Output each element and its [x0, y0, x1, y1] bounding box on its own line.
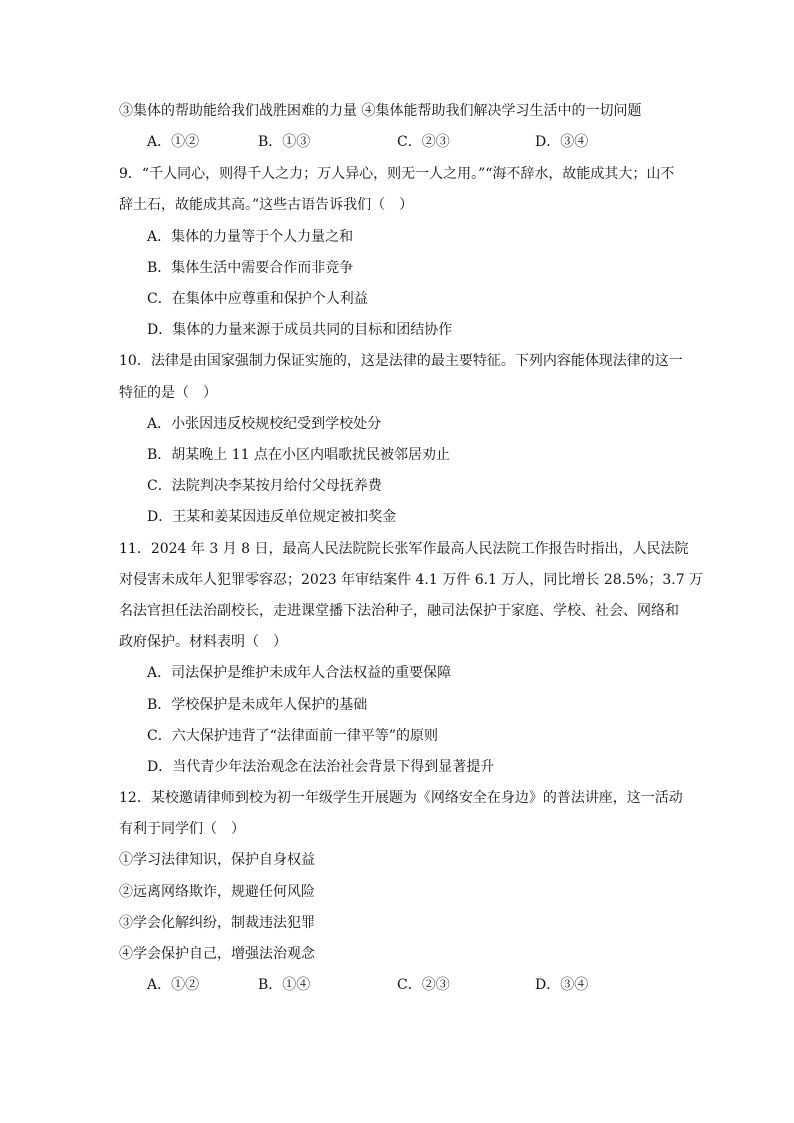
q11-option-b: B．学校保护是未成年人保护的基础	[147, 697, 368, 713]
q9-option-b: B．集体生活中需要合作而非竞争	[147, 260, 354, 276]
q9-stem-line1: 9．“千人同心，则得千人之力；万人异心，则无一人之用。”“海不辞水，故能成其大；山不	[119, 166, 675, 182]
q11-option-d: D．当代青少年法治观念在法治社会背景下得到显著提升	[147, 759, 495, 775]
q11-option-c: C．六大保护违背了“法律面前一律平等”的原则	[147, 728, 439, 744]
q12-statement-2: ②远离网络欺诈，规避任何风险	[119, 884, 315, 900]
q12-statement-3: ③学会化解纠纷，制裁违法犯罪	[119, 915, 315, 931]
q11-stem-line3: 名法官担任法治副校长，走进课堂播下法治种子，融司法保护于家庭、学校、社会、网络和	[119, 603, 679, 619]
q12-statement-1: ①学习法律知识，保护自身权益	[119, 852, 315, 868]
q8-choices	[0, 132, 794, 152]
q12-choice-c: C．②③	[397, 977, 450, 993]
q10-stem-line1: 10．法律是由国家强制力保证实施的，这是法律的最主要特征。下列内容能体现法律的这一	[119, 353, 683, 369]
q8-statements-34: ③集体的帮助能给我们战胜困难的力量 ④集体能帮助我们解决学习生活中的一切问题	[119, 103, 642, 119]
q12-choices	[0, 975, 794, 995]
q11-stem-line2: 对侵害未成年人犯罪零容忍；2023 年审结案件 4.1 万件 6.1 万人，同比增长 28.5%；3.7 万	[119, 572, 704, 588]
q11-option-a: A．司法保护是维护未成年人合法权益的重要保障	[147, 665, 452, 681]
q8-choice-d: D．③④	[535, 134, 589, 150]
q8-choice-b: B．①③	[258, 134, 311, 150]
q10-option-a: A．小张因违反校规校纪受到学校处分	[147, 416, 382, 432]
q12-statement-4: ④学会保护自己，增强法治观念	[119, 946, 315, 962]
q9-option-c: C．在集体中应尊重和保护个人利益	[147, 291, 368, 307]
q12-stem-line2: 有利于同学们（ ）	[119, 821, 245, 837]
q8-choice-c: C．②③	[397, 134, 450, 150]
q12-choice-d: D．③④	[535, 977, 589, 993]
q10-option-b: B．胡某晚上 11 点在小区内唱歌扰民被邻居劝止	[147, 447, 451, 463]
q11-stem-line1: 11．2024 年 3 月 8 日，最高人民法院院长张军作最高人民法院工作报告时指出，人民法院	[119, 541, 689, 557]
q12-choice-b: B．①④	[258, 977, 311, 993]
q12-choice-a: A．①②	[147, 977, 200, 993]
q9-stem-line2: 辞土石，故能成其高。”这些古语告诉我们（ ）	[119, 197, 414, 213]
q9-option-d: D．集体的力量来源于成员共同的目标和团结协作	[147, 322, 453, 338]
q9-option-a: A．集体的力量等于个人力量之和	[147, 229, 354, 245]
q10-stem-line2: 特征的是（ ）	[119, 385, 217, 401]
q10-option-d: D．王某和姜某因违反单位规定被扣奖金	[147, 509, 397, 525]
q12-stem-line1: 12．某校邀请律师到校为初一年级学生开展题为《网络安全在身边》的普法讲座，这一活动	[119, 790, 683, 806]
q8-choice-a: A．①②	[147, 134, 200, 150]
q10-option-c: C．法院判决李某按月给付父母抚养费	[147, 478, 382, 494]
q11-stem-line4: 政府保护。材料表明（ ）	[119, 634, 287, 650]
